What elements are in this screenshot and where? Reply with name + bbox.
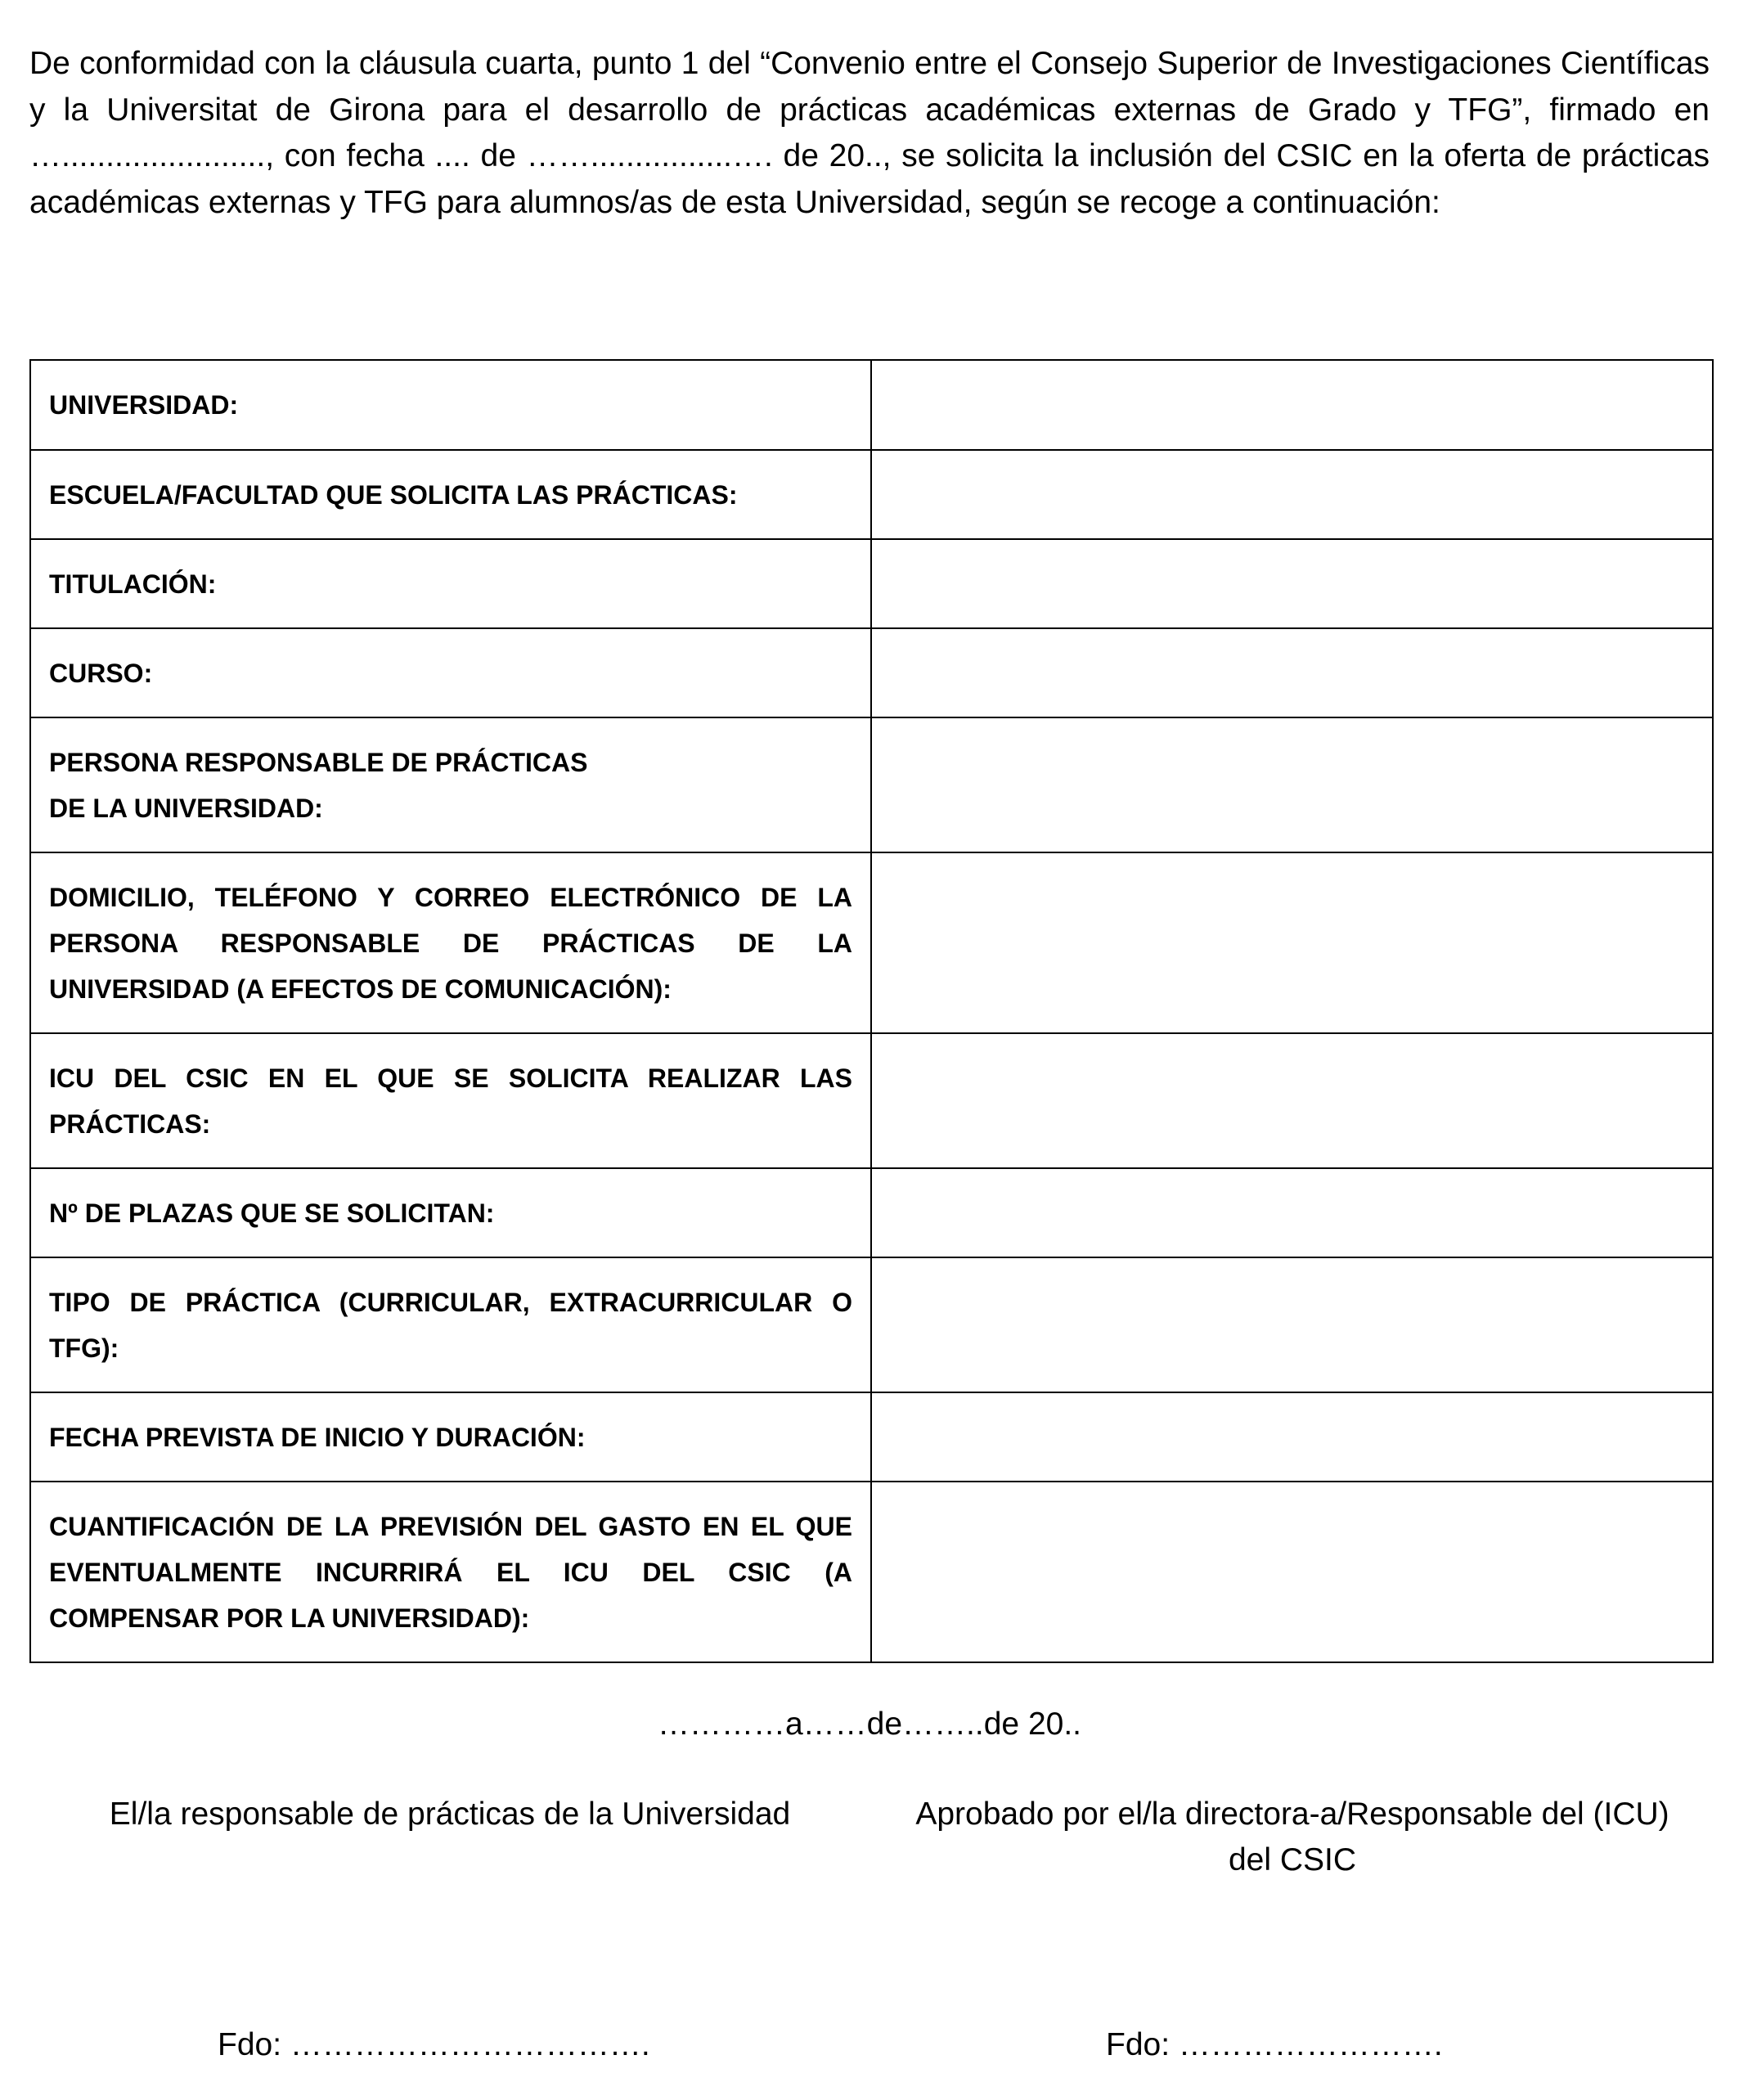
field-label-persona-responsable (30, 717, 871, 852)
field-value-icu-csic[interactable] (871, 1033, 1713, 1168)
field-label-titulacion: TITULACIÓN: (30, 539, 871, 628)
field-value-fecha-duracion[interactable] (871, 1392, 1713, 1482)
field-value-domicilio-contacto[interactable] (871, 852, 1713, 1033)
field-value-titulacion[interactable] (871, 539, 1713, 628)
table-row-fecha-duracion (30, 1392, 1713, 1482)
table-row-cuantificacion-gasto (30, 1482, 1713, 1662)
field-label-cuantificacion-gasto: CUANTIFICACIÓN DE LA PREVISIÓN DEL GASTO EN EL QUE EVENTUALMENTE INCURRIRÁ EL ICU DEL CSIC (A COMPENSAR POR LA UNIVERSIDAD): (30, 1482, 871, 1662)
table-row-escuela-facultad (30, 450, 1713, 539)
university-signatory-title: El/la responsable de prácticas de la Universidad (109, 1796, 791, 1832)
field-label-persona-responsable-line1: PERSONA RESPONSABLE DE PRÁCTICAS (49, 747, 588, 777)
field-label-escuela-facultad: ESCUELA/FACULTAD QUE SOLICITA LAS PRÁCTICAS: (30, 450, 871, 539)
table-row-persona-responsable (30, 717, 1713, 852)
intro-paragraph: De conformidad con la cláusula cuarta, punto 1 del “Convenio entre el Consejo Superior de Investigaciones Científicas y la Universitat de Girona para el desarrollo de prácticas académicas externas de Grado y TFG”, firmado en …......................., con fecha .... de ……................…. de 20.., se solicita la inclusión del CSIC en la oferta de prácticas académicas externas y TFG para alumnos/as de esta Universidad, según se recoge a continuación: (29, 46, 1710, 220)
field-label-persona-responsable-line2: DE LA UNIVERSIDAD: (49, 793, 323, 823)
field-label-universidad: UNIVERSIDAD: (30, 360, 871, 450)
university-signature-line: Fdo: ……………………………. (218, 2027, 650, 2062)
field-label-domicilio-contacto: DOMICILIO, TELÉFONO Y CORREO ELECTRÓNICO DE LA PERSONA RESPONSABLE DE PRÁCTICAS DE LA UNIVERSIDAD (A EFECTOS DE COMUNICACIÓN): (30, 852, 871, 1033)
field-value-curso[interactable] (871, 628, 1713, 717)
field-value-escuela-facultad[interactable] (871, 450, 1713, 539)
solicitation-form-table (29, 359, 1714, 1663)
field-label-fecha-duracion: FECHA PREVISTA DE INICIO Y DURACIÓN: (30, 1392, 871, 1482)
field-label-numero-plazas: Nº DE PLAZAS QUE SE SOLICITAN: (30, 1168, 871, 1257)
table-row-tipo-practica (30, 1257, 1713, 1392)
table-row-icu-csic (30, 1033, 1713, 1168)
field-label-icu-csic: ICU DEL CSIC EN EL QUE SE SOLICITA REALIZAR LAS PRÁCTICAS: (30, 1033, 871, 1168)
table-row-curso (30, 628, 1713, 717)
field-value-numero-plazas[interactable] (871, 1168, 1713, 1257)
field-label-curso: CURSO: (30, 628, 871, 717)
csic-signatory-title: Aprobado por el/la directora-a/Responsable del (ICU) del CSIC (915, 1796, 1669, 1877)
table-row-titulacion (30, 539, 1713, 628)
field-value-universidad[interactable] (871, 360, 1713, 450)
table-row-numero-plazas (30, 1168, 1713, 1257)
field-label-tipo-practica: TIPO DE PRÁCTICA (CURRICULAR, EXTRACURRICULAR O TFG): (30, 1257, 871, 1392)
csic-signature-line: Fdo: ……………………. (1106, 2027, 1443, 2062)
table-row-domicilio-contacto (30, 852, 1713, 1033)
table-row-universidad (30, 360, 1713, 450)
field-value-persona-responsable[interactable] (871, 717, 1713, 852)
field-value-cuantificacion-gasto[interactable] (871, 1482, 1713, 1662)
field-value-tipo-practica[interactable] (871, 1257, 1713, 1392)
place-date-line: …………a……de……..de 20.. (657, 1707, 1081, 1742)
